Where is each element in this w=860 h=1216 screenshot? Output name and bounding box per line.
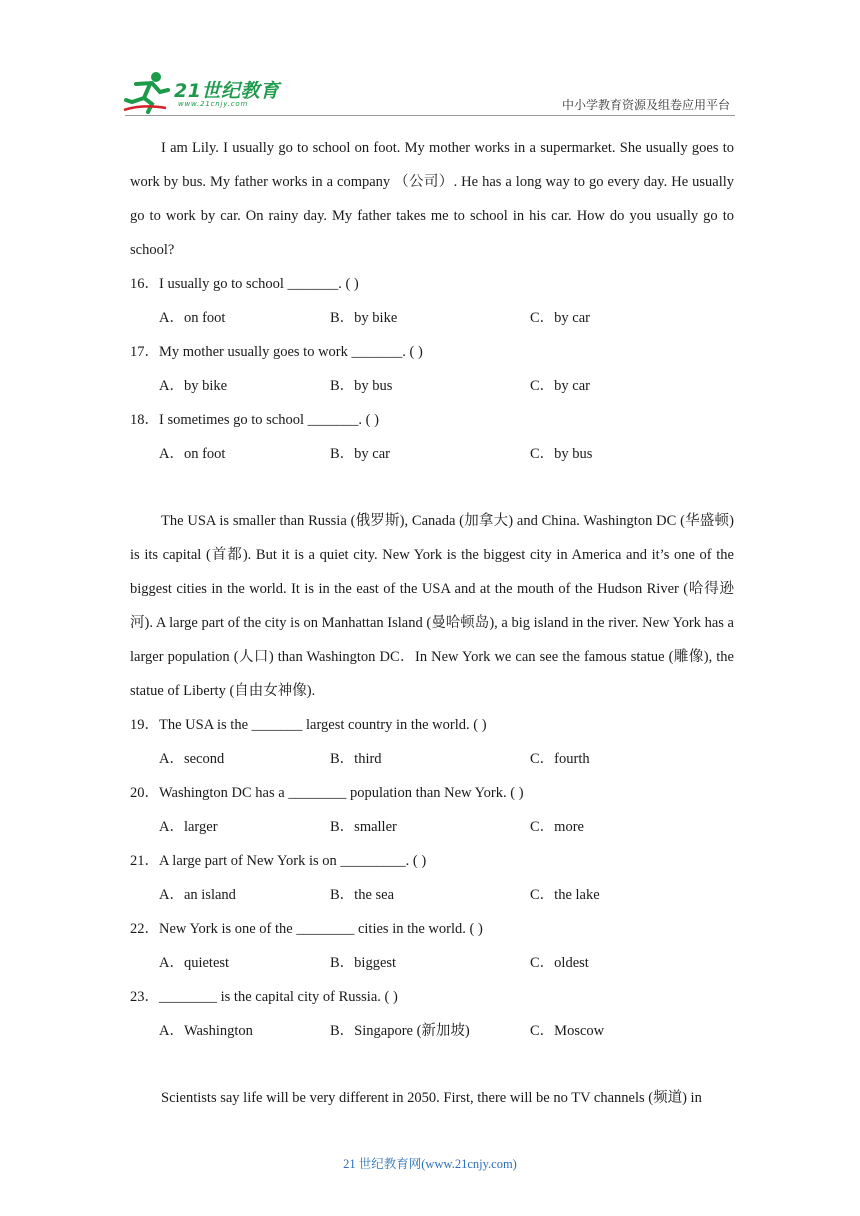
- option-b: B．biggest: [330, 955, 397, 971]
- option-a: A．on foot: [159, 310, 226, 326]
- option-a: A．second: [159, 751, 225, 767]
- option-c: C．by car: [530, 378, 590, 394]
- logo-text: 21世纪教育: [174, 80, 280, 102]
- site-logo: [122, 70, 292, 114]
- question-23: 23．________ is the capital city of Russia. ( ): [130, 989, 398, 1005]
- option-c: C．by bus: [530, 446, 593, 462]
- question-group-1: [130, 267, 734, 471]
- reading-passage-2: The USA is smaller than Russia (俄罗斯), Canada (加拿大) and China. Washington DC (华盛顿) is its capital (首都). But it is a quiet city. New York is the biggest city in America and it’s one of the biggest cities in the world. It is in the east of the USA and at the mouth of the Hudson River (哈得逊河). A large part of the city is on Manhattan Island (曼哈顿岛), a big island in the river. New York has a larger population (人口) than Washington DC．In New York we can see the famous statue (雕像), the statue of Liberty (自由女神像).: [130, 513, 734, 699]
- options-22: [130, 946, 734, 980]
- option-b: B．smaller: [330, 819, 397, 835]
- options-16: [130, 301, 734, 335]
- page-header: [0, 0, 860, 120]
- option-c: C．Moscow: [530, 1023, 605, 1039]
- options-23: [130, 1014, 734, 1048]
- options-21: [130, 878, 734, 912]
- question-22: 22．New York is one of the ________ cities in the world. ( ): [130, 921, 483, 937]
- options-20: [130, 810, 734, 844]
- option-a: A．larger: [159, 819, 218, 835]
- logo-url: www.21cnjy.com: [178, 100, 249, 108]
- question-19: 19．The USA is the _______ largest country in the world. ( ): [130, 717, 487, 733]
- question-20: 20．Washington DC has a ________ population than New York. ( ): [130, 785, 524, 801]
- option-c: C．more: [530, 819, 584, 835]
- reading-passage-1: I am Lily. I usually go to school on foot. My mother works in a supermarket. She usually goes to work by bus. My father works in a company （公司）. He has a long way to go every day. He usually go to work by car. On rainy day. My father takes me to school in his car. How do you usually go to school?: [130, 140, 734, 258]
- runner-logo-icon: [122, 70, 174, 114]
- option-a: A．an island: [159, 887, 236, 903]
- option-a: A．Washington: [159, 1023, 253, 1039]
- option-a: A．quietest: [159, 955, 230, 971]
- question-17: 17．My mother usually goes to work _______. ( ): [130, 344, 423, 360]
- option-c: C．oldest: [530, 955, 589, 971]
- option-b: B．by car: [330, 446, 390, 462]
- option-b: B．the sea: [330, 887, 395, 903]
- option-b: B．by bike: [330, 310, 398, 326]
- option-b: B．by bus: [330, 378, 393, 394]
- option-c: C．fourth: [530, 751, 590, 767]
- question-18: 18．I sometimes go to school _______. ( ): [130, 412, 379, 428]
- question-group-2: [130, 708, 734, 1048]
- options-18: [130, 437, 734, 471]
- reading-passage-3: Scientists say life will be very different in 2050. First, there will be no TV channels (频道) in: [161, 1090, 702, 1106]
- question-16: 16．I usually go to school _______. ( ): [130, 276, 359, 292]
- option-b: B．third: [330, 751, 382, 767]
- question-21: 21．A large part of New York is on _________. ( ): [130, 853, 427, 869]
- document-body: [130, 131, 734, 1115]
- option-a: A．by bike: [159, 378, 228, 394]
- option-b: B．Singapore (新加坡): [330, 1023, 470, 1039]
- options-19: [130, 742, 734, 776]
- header-divider: [125, 115, 735, 116]
- option-c: C．by car: [530, 310, 590, 326]
- page-footer: 21 世纪教育网(www.21cnjy.com): [343, 1157, 517, 1171]
- header-platform-text: 中小学教育资源及组卷应用平台: [561, 98, 730, 112]
- options-17: [130, 369, 734, 403]
- option-a: A．on foot: [159, 446, 226, 462]
- option-c: C．the lake: [530, 887, 600, 903]
